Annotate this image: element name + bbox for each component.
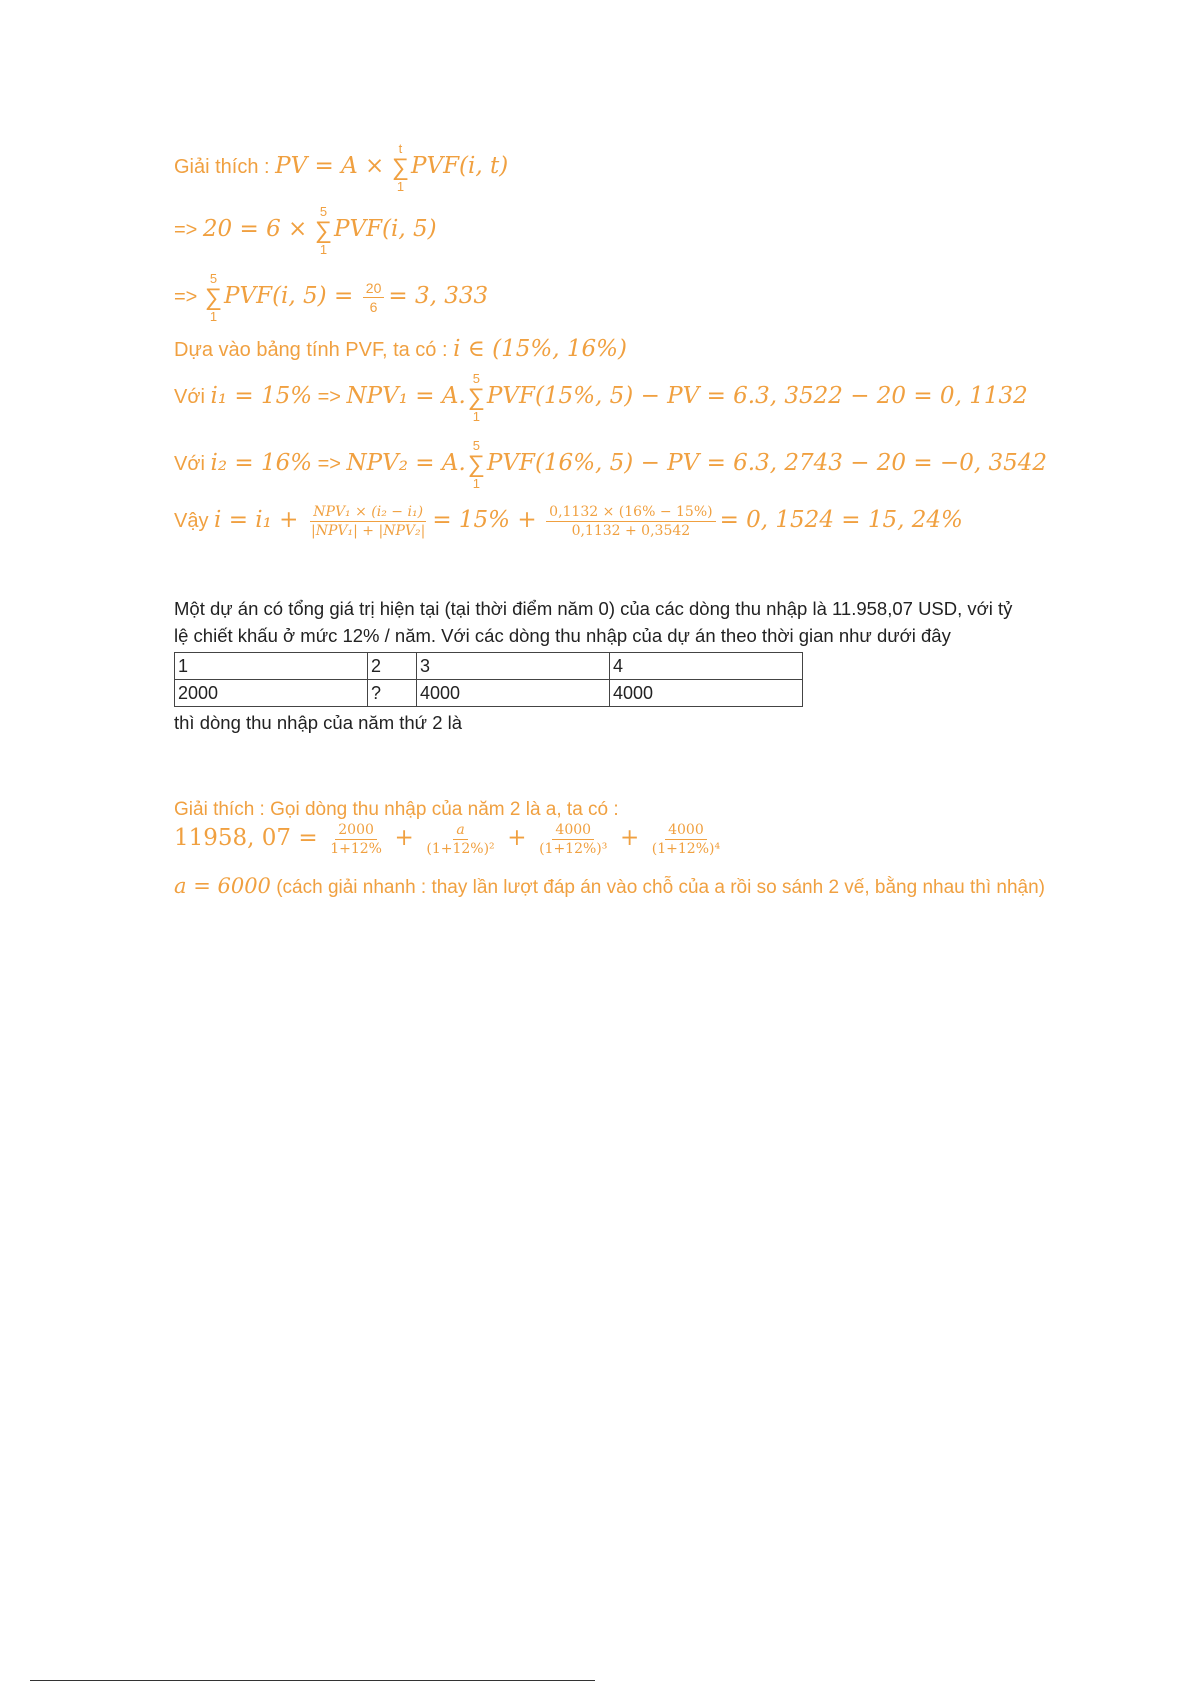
denominator: (1+12%)⁴: [651, 841, 721, 858]
formula: PVF(i, 5) =: [224, 282, 354, 309]
formula-tail: PVF(i, t): [411, 152, 509, 179]
formula: PV = A ×: [275, 152, 385, 179]
sum-upper: 5: [472, 438, 480, 453]
sum-lower: 1: [209, 309, 218, 325]
explanation2-line-1: Giải thích : Gọi dòng thu nhập của năm 2 là a, ta có :: [174, 799, 619, 820]
formula: i₁ = 15%: [210, 382, 313, 409]
sum-upper: 5: [209, 271, 218, 286]
fraction: [546, 504, 715, 539]
table-row: [175, 680, 803, 707]
formula-tail: PVF(i, 5): [333, 215, 437, 242]
numerator: a: [453, 822, 467, 840]
formula-tail: PVF(15%, 5) − PV = 6.3, 3522 − 20 = 0, 1132: [486, 382, 1028, 409]
formula: NPV₁ = A.: [346, 382, 466, 409]
sum-lower: 1: [472, 476, 480, 492]
explanation-line-5: [174, 372, 1028, 423]
table-cell: 2000: [175, 680, 368, 707]
plus-sign: +: [394, 824, 414, 851]
label: Giải thích :: [174, 155, 276, 178]
fraction: [423, 822, 497, 857]
table-cell: 4000: [610, 680, 803, 707]
denominator: 6: [369, 299, 378, 316]
denominator: (1+12%)²: [426, 841, 495, 858]
text: Vậy: [174, 509, 215, 532]
formula: i₂ = 16%: [210, 449, 313, 476]
denominator: (1+12%)³: [539, 841, 608, 858]
denominator: 0,1132 + 0,3542: [571, 523, 691, 540]
footer-divider: [30, 1680, 595, 1681]
question-line-3: thì dòng thu nhập của năm thứ 2 là: [174, 712, 463, 733]
fraction: [308, 504, 428, 539]
sum-lower: 1: [396, 179, 405, 195]
formula: NPV₂ = A.: [346, 449, 466, 476]
numerator: 20: [363, 280, 385, 298]
summation: t ∑ 1: [391, 141, 409, 195]
numerator: 4000: [665, 822, 707, 840]
explanation2-answer: [174, 874, 1045, 899]
sum-upper: 5: [319, 204, 328, 219]
formula-tail: PVF(16%, 5) − PV = 6.3, 2743 − 20 = −0, 3542: [486, 449, 1047, 476]
sum-lower: 1: [472, 409, 480, 425]
arrow-prefix: =>: [174, 218, 203, 241]
cashflow-table: [174, 652, 803, 707]
explanation-line-2: [174, 205, 437, 256]
numerator: 2000: [335, 822, 377, 840]
arrow-prefix: =>: [174, 285, 203, 308]
denominator: 1+12%: [330, 841, 382, 858]
plus-sign: +: [507, 824, 527, 851]
numerator: 4000: [552, 822, 594, 840]
sum-upper: 5: [472, 371, 480, 386]
answer-text: (cách giải nhanh : thay lần lượt đáp án vào chỗ của a rồi so sánh 2 vế, bằng nhau thì nhận): [270, 877, 1046, 898]
text: Với: [174, 452, 211, 475]
fraction: [327, 822, 385, 857]
sum-lower: 1: [319, 242, 328, 258]
arrow: =>: [312, 452, 347, 475]
plus-sign: +: [619, 824, 640, 851]
denominator: |NPV₁| + |NPV₂|: [311, 523, 426, 540]
summation: 5 ∑ 1: [204, 271, 223, 325]
explanation-line-7: [174, 504, 963, 539]
summation: 5 ∑ 1: [314, 204, 332, 258]
explanation-line-3: [174, 272, 488, 323]
answer-formula: a = 6000: [174, 874, 271, 898]
formula-tail: = 0, 1524 = 15, 24%: [719, 506, 963, 533]
summation: 5 ∑ 1: [467, 438, 485, 492]
formula: = 15% +: [432, 506, 537, 533]
formula: i ∈ (15%, 16%): [453, 336, 627, 362]
fraction: [363, 280, 385, 315]
table-cell: 3: [417, 653, 610, 680]
summation: 5 ∑ 1: [467, 371, 485, 425]
numerator: 0,1132 × (16% − 15%): [546, 504, 715, 522]
numerator: NPV₁ × (i₂ − i₁): [310, 504, 426, 522]
table-row: [175, 653, 803, 680]
text: Dựa vào bảng tính PVF, ta có :: [174, 339, 454, 361]
equation-lhs: 11958, 07 =: [174, 824, 318, 851]
explanation2-equation: [174, 822, 727, 857]
table-cell: 1: [175, 653, 368, 680]
explanation-line-4: [174, 336, 627, 362]
text: Với: [174, 385, 211, 408]
table-cell: 4000: [417, 680, 610, 707]
question-line-1: Một dự án có tổng giá trị hiện tại (tại thời điểm năm 0) của các dòng thu nhập là 11.958,07 USD, với tỷ: [174, 598, 1013, 619]
arrow: =>: [312, 385, 347, 408]
explanation-line-6: [174, 439, 1047, 490]
formula: i = i₁ +: [214, 506, 299, 533]
fraction: [536, 822, 610, 857]
table-cell: 4: [610, 653, 803, 680]
question-line-2: lệ chiết khấu ở mức 12% / năm. Với các dòng thu nhập của dự án theo thời gian như dưới đây: [174, 625, 951, 646]
fraction: [649, 822, 723, 857]
table-cell: 2: [368, 653, 417, 680]
formula: 20 = 6 ×: [202, 215, 308, 242]
explanation-line-1: [174, 142, 508, 193]
table-cell: ?: [368, 680, 417, 707]
sum-upper: t: [398, 141, 403, 156]
formula-tail: = 3, 333: [388, 282, 489, 309]
